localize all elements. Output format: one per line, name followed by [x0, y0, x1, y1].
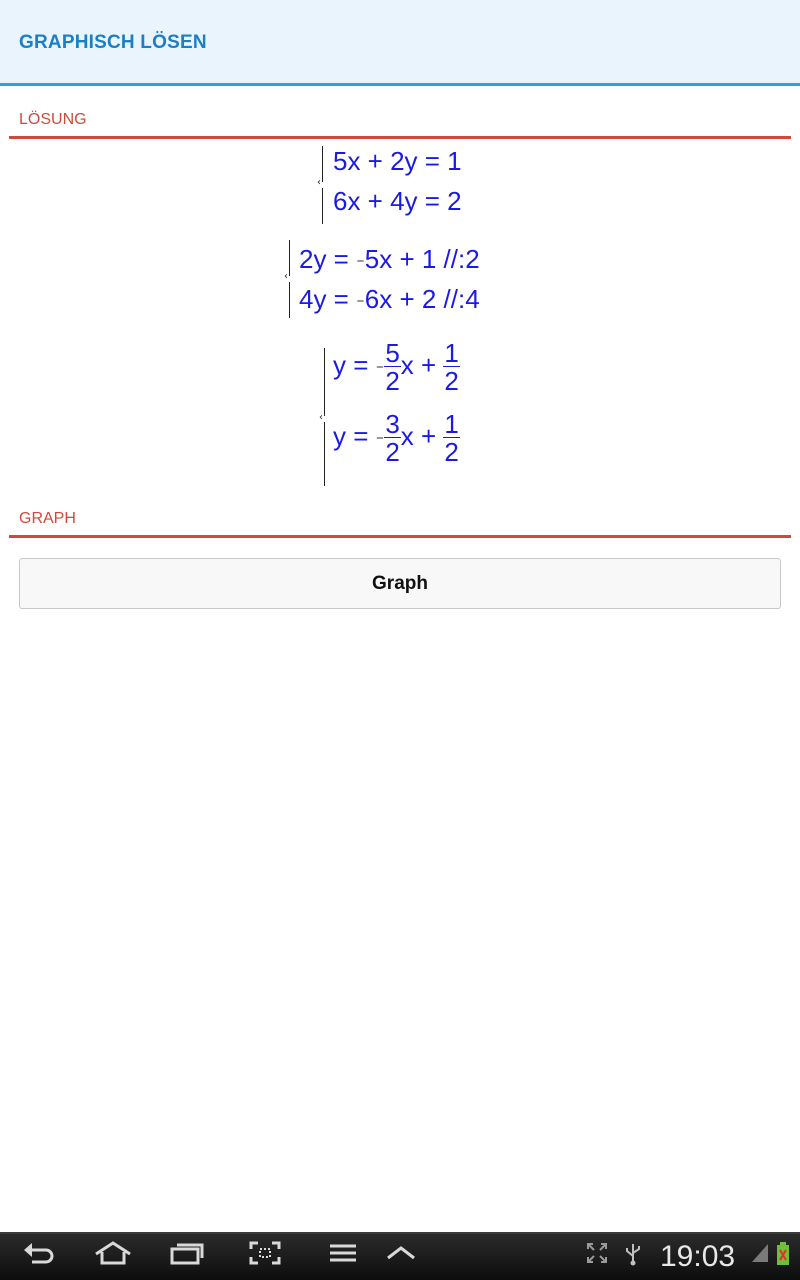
equation-line-1 — [299, 244, 480, 275]
screenshot-icon[interactable] — [240, 1240, 290, 1274]
signal-icon — [750, 1242, 770, 1272]
equation-rhs: 5x + 1 //:2 — [364, 244, 480, 274]
minus-sign: - — [356, 284, 365, 314]
section-divider-solution — [9, 136, 791, 139]
section-divider-graph — [9, 535, 791, 538]
equation-lhs: y = — [333, 420, 376, 451]
equation-system-rearranged — [284, 240, 549, 320]
home-icon[interactable] — [88, 1240, 138, 1274]
minus-sign: - — [356, 244, 365, 274]
menu-icon[interactable] — [318, 1240, 368, 1274]
equation-line-2: 6x + 4y = 2 — [333, 186, 462, 216]
equation-lhs: 4y = — [299, 284, 357, 314]
minus-sign: - — [375, 420, 385, 451]
fraction-constant — [443, 411, 459, 465]
brace-lower — [289, 282, 290, 318]
brace-tip: ‹ — [284, 271, 288, 282]
recent-apps-icon[interactable] — [162, 1240, 212, 1274]
equation-line-1: 5x + 2y = 1 — [333, 146, 462, 176]
fraction-coefficient — [384, 411, 400, 465]
fraction-numerator: 1 — [444, 338, 459, 368]
clock: 19:03 — [660, 1240, 736, 1273]
equation-middle: x + — [400, 349, 444, 380]
equation-line-2 — [333, 411, 460, 465]
brace-upper — [289, 240, 290, 276]
fraction-denominator: 2 — [385, 437, 400, 467]
equation-lhs: y = — [333, 349, 376, 380]
fraction-coefficient — [384, 340, 400, 394]
battery-icon — [776, 1242, 790, 1274]
fraction-numerator: 3 — [385, 409, 400, 439]
equation-middle: x + — [400, 420, 444, 451]
app-bar-title: GRAPHISCH LÖSEN — [19, 32, 207, 53]
brace-lower — [324, 422, 325, 486]
equation-line-1 — [333, 340, 460, 394]
fraction-numerator: 5 — [385, 338, 400, 368]
brace-lower — [322, 188, 323, 224]
up-arrow-icon[interactable] — [376, 1240, 426, 1274]
fraction-denominator: 2 — [444, 366, 459, 396]
equation-line-2 — [299, 284, 480, 315]
brace-upper — [322, 146, 323, 182]
section-header-graph: GRAPH — [19, 510, 76, 527]
fraction-denominator: 2 — [385, 366, 400, 396]
equation-lhs: 2y = — [299, 244, 357, 274]
system-navigation-bar — [0, 1232, 800, 1280]
minus-sign: - — [375, 349, 385, 380]
fraction-denominator: 2 — [444, 437, 459, 467]
brace-tip: ‹ — [319, 412, 323, 423]
fraction-numerator: 1 — [444, 409, 459, 439]
equation-system-original — [317, 146, 522, 226]
brace-upper — [324, 348, 325, 416]
brace-tip: ‹ — [317, 177, 321, 188]
fullscreen-icon — [586, 1242, 608, 1272]
equation-system-solved — [319, 338, 524, 488]
app-bar — [0, 0, 800, 86]
graph-button[interactable]: Graph — [19, 558, 781, 609]
back-icon[interactable] — [14, 1240, 64, 1274]
usb-icon — [624, 1242, 642, 1274]
section-header-solution: LÖSUNG — [19, 111, 87, 128]
fraction-constant — [443, 340, 459, 394]
equation-rhs: 6x + 2 //:4 — [364, 284, 480, 314]
